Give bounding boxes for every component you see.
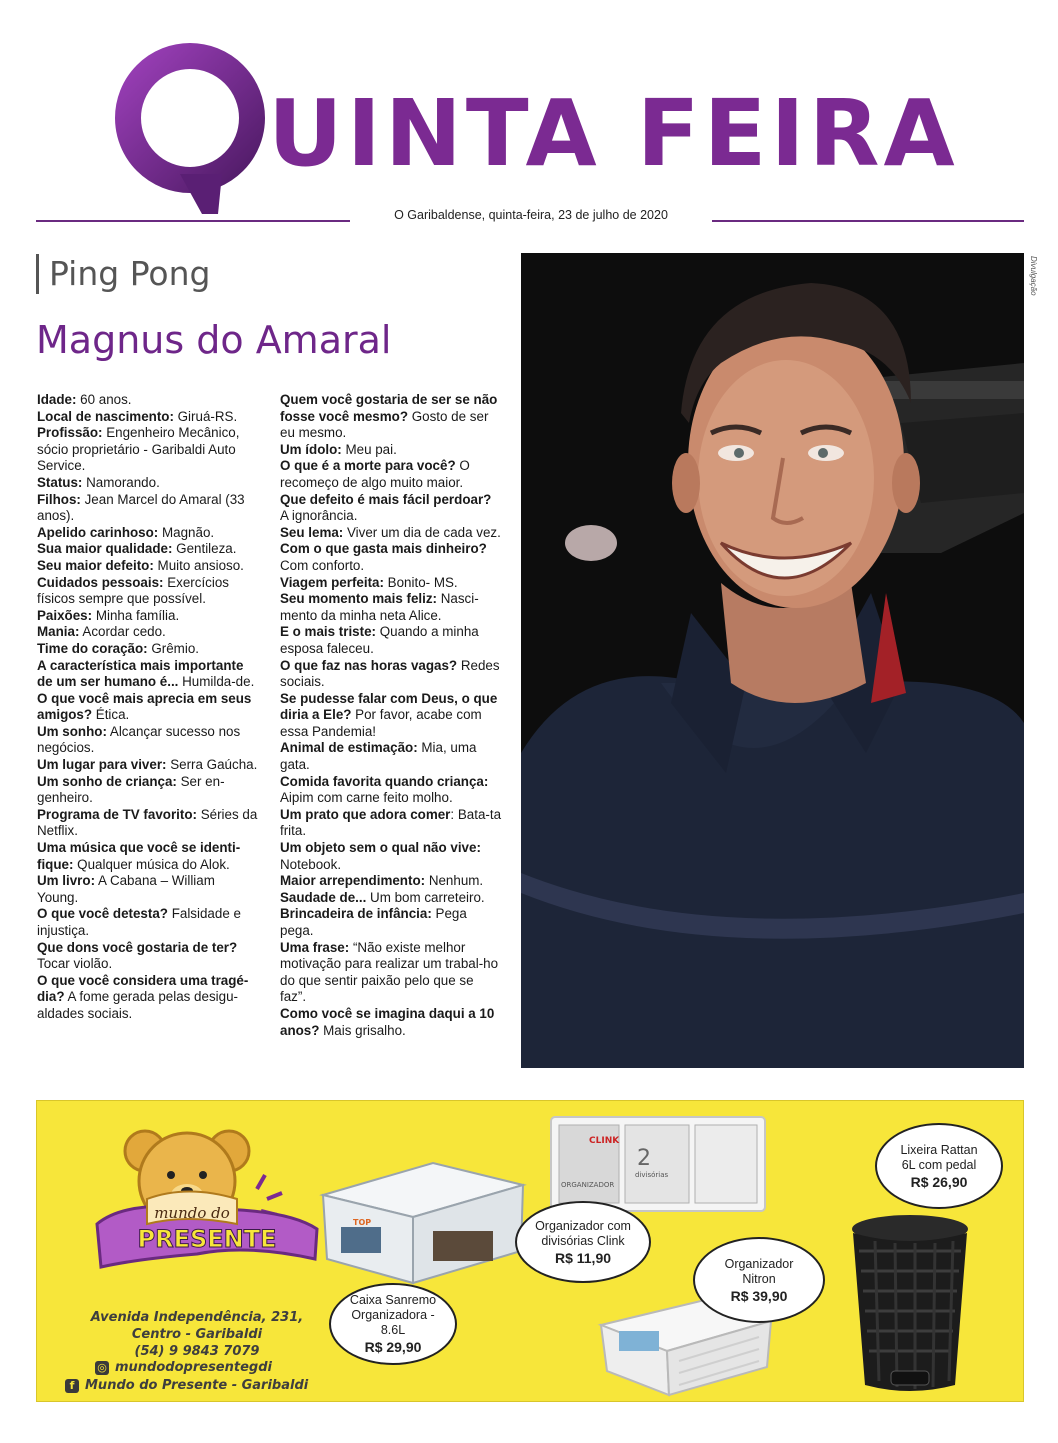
clink-number: 2 [637,1146,651,1171]
qa-item: Viagem perfeita: Bonito- MS. [280,574,458,590]
qa-item: Profissão: Engenheiro Mecânico, sócio proprietário - Garibaldi Auto Service. [37,425,240,474]
logo-line2: PRESENTE [137,1225,277,1253]
masthead [0,0,1058,240]
section-label: Ping Pong [36,254,210,294]
qa-item: Brincadeira de infância: Pega pega. [280,906,467,938]
store-social [65,1359,365,1395]
qa-item: Sua maior qualidade: Gentileza. [37,541,237,557]
bear-logo [87,1129,327,1279]
qa-item: Seu momento mais feliz: Nasci-mento da minha neta Alice. [280,591,479,623]
address-line1: Avenida Independência, 231, [90,1310,304,1325]
qa-item: Um livro: A Cabana – William Young. [37,873,215,905]
store-address [77,1309,317,1360]
qa-item: Comida favorita quando criança: Aipim com carne feito molho. [280,773,489,806]
qa-item: Uma frase: “Não existe melhor motivação para realizar um trabal-ho do que sentir paixão pelo que se faz”. [280,939,499,1005]
product-caixa-sanremo-image [313,1155,533,1285]
bubble-clink [515,1201,651,1283]
qa-item: Programa de TV favorito: Séries da Netflix. [37,806,258,839]
clink-label: ORGANIZADOR [561,1181,615,1189]
product-name: Caixa Sanremo Organizadora - 8.6L [349,1293,437,1337]
product-price: R$ 26,90 [910,1173,968,1190]
qa-item: Que dons você gostaria de ter? Tocar violão. [37,939,238,972]
rule-left [36,220,350,222]
dateline: O Garibaldense, quinta-feira, 23 de julho de 2020 [394,208,668,222]
qa-item: Mania: Acordar cedo. [37,624,166,640]
qa-item: Seu maior defeito: Muito ansioso. [37,557,244,573]
qa-item: Filhos: Jean Marcel do Amaral (33 anos). [37,491,245,524]
qa-item: Com o que gasta mais dinheiro? Com conforto. [280,541,487,573]
box-brand: TOP [353,1218,372,1227]
qa-item: Como você se imagina daqui a 10 anos? Mais grisalho. [280,1005,495,1038]
qa-item: Quem você gostaria de ser se não fosse você mesmo? Gosto de ser eu mesmo. [280,392,498,441]
qa-item: E o mais triste: Quando a minha esposa faleceu. [280,624,479,656]
clink-divisions: divisórias [635,1171,669,1179]
qa-item: A característica mais importante de um ser humano é... Humilda-de. [37,657,255,690]
facebook-page: Mundo do Presente - Garibaldi [85,1378,309,1393]
product-lixeira-image [845,1211,975,1397]
qa-item: Time do coração: Grêmio. [37,640,199,656]
qa-item: O que faz nas horas vagas? Redes sociais. [280,657,500,690]
person-name: Magnus do Amaral [36,318,392,362]
qa-item: Paixões: Minha família. [37,607,180,623]
bubble-nitron [693,1237,825,1323]
qa-item: Um lugar para viver: Serra Gaúcha. [37,757,258,773]
qa-item: Local de nascimento: Giruá-RS. [37,408,238,424]
advertisement [36,1100,1024,1402]
qa-item: Cuidados pessoais: Exercícios físicos sempre que possível. [37,574,229,607]
facebook-row [65,1377,365,1395]
qa-item: Status: Namorando. [37,474,160,490]
product-price: R$ 11,90 [554,1249,612,1266]
product-price: R$ 39,90 [730,1287,788,1304]
qa-item: O que você detesta? Falsidade e injustiça. [37,906,241,938]
clink-brand: CLINK [589,1136,620,1146]
qa-item: Seu lema: Viver um dia de cada vez. [280,524,501,540]
title-q-logo [110,36,280,216]
product-name: Organizador Nitron [724,1256,794,1286]
product-name: Lixeira Rattan 6L com pedal [900,1142,978,1172]
product-name: Organizador com divisórias Clink [535,1218,631,1248]
qa-item: Um sonho: Alcançar sucesso nos negócios. [37,723,241,756]
dateline-bar [36,208,1024,228]
qa-item: O que você considera uma tragé-dia? A fome gerada pelas desigu-aldades sociais. [37,972,249,1021]
photo-credit: Divulgação [1029,256,1038,296]
portrait-photo [521,253,1024,1068]
interview-column-2 [280,392,502,1039]
title-text: UINTA FEIRA [268,80,959,187]
bubble-lixeira [875,1123,1003,1209]
qa-item: Maior arrependimento: Nenhum. [280,873,484,889]
instagram-row [65,1359,365,1377]
qa-item: Um objeto sem o qual não vive: Notebook. [280,840,481,872]
product-clink-image [549,1115,767,1213]
logo-line1: mundo do [154,1204,230,1222]
instagram-icon: ◎ [95,1361,109,1375]
qa-item: Uma música que você se identi-fique: Qualquer música do Alok. [37,840,241,872]
qa-item: O que você mais aprecia em seus amigos? Ética. [37,690,252,723]
qa-item: Animal de estimação: Mia, uma gata. [280,740,477,773]
qa-item: Um ídolo: Meu pai. [280,441,397,457]
qa-item: O que é a morte para você? O recomeço de algo muito maior. [280,458,470,490]
qa-item: Que defeito é mais fácil perdoar? A ignorância. [280,491,492,524]
qa-item: Saudade de... Um bom carreteiro. [280,889,485,905]
instagram-handle: mundodopresentegdi [115,1360,272,1375]
qa-item: Um sonho de criança: Ser en-genheiro. [37,773,225,806]
qa-item: Um prato que adora comer: Bata-ta frita. [280,806,502,839]
bubble-caixa-sanremo [329,1283,457,1365]
phone: (54) 9 9843 7079 [134,1344,260,1359]
qa-item: Idade: 60 anos. [37,392,132,407]
qa-item: Apelido carinhoso: Magnão. [37,524,215,540]
qa-item: Se pudesse falar com Deus, o que diria a Ele? Por favor, acabe com essa Pandemia! [280,690,498,739]
rule-right [712,220,1024,222]
interview-column-1 [37,392,259,1023]
address-line2: Centro - Garibaldi [131,1327,263,1342]
product-price: R$ 29,90 [364,1339,422,1355]
facebook-icon: f [65,1379,79,1393]
